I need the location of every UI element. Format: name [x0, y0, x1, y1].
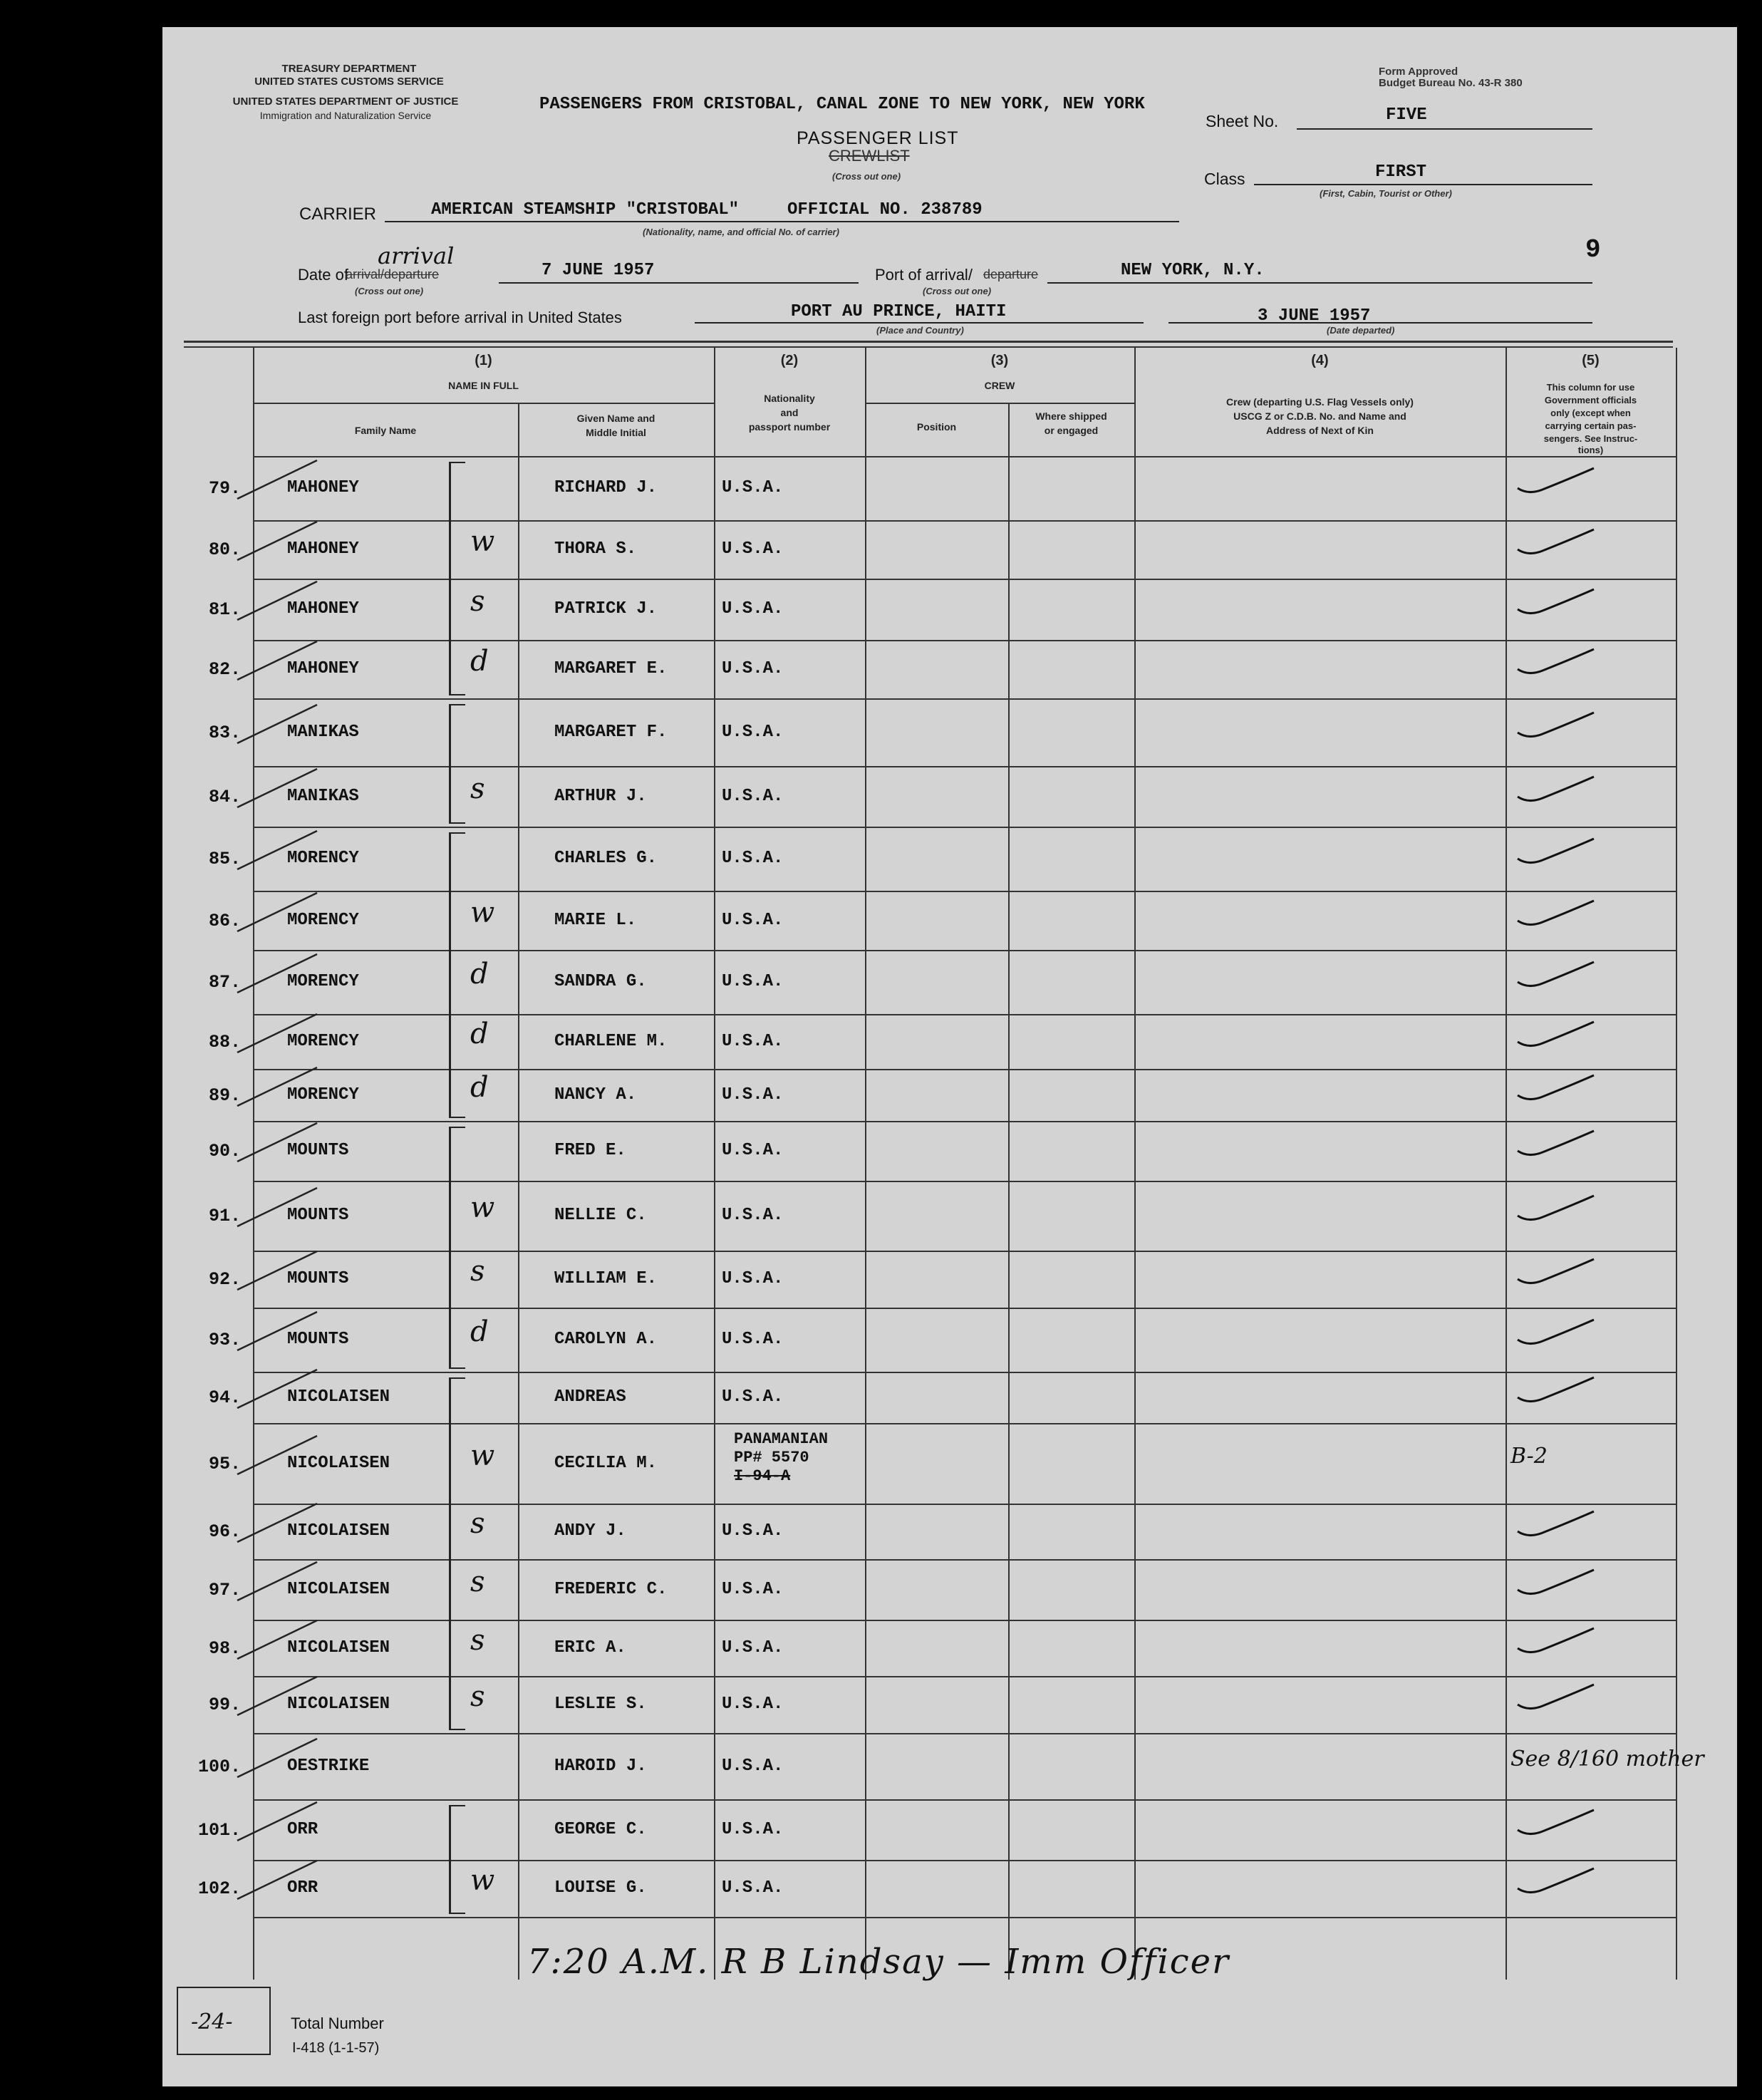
nationality: U.S.A. [722, 1085, 784, 1105]
given-name: NELLIE C. [554, 1206, 647, 1225]
given-name: HAROID J. [554, 1757, 647, 1776]
relationship-mark: s [470, 1255, 485, 1288]
col3-shipped-heading-2: or engaged [1044, 425, 1099, 436]
family-name: ORR [287, 1878, 318, 1898]
check-mark [1514, 1128, 1600, 1164]
nationality: U.S.A. [722, 723, 784, 742]
check-mark [1514, 1625, 1600, 1661]
given-name: SANDRA G. [554, 972, 647, 991]
relationship-mark: s [470, 585, 485, 618]
given-name: RICHARD J. [554, 478, 658, 497]
nationality: U.S.A. [722, 1269, 784, 1288]
family-name: NICOLAISEN [287, 1638, 390, 1657]
row-tally-stroke [232, 700, 324, 750]
col1-title: NAME IN FULL [448, 380, 519, 391]
family-name: MORENCY [287, 972, 359, 991]
row-number: 92. [208, 1269, 241, 1290]
nationality: U.S.A. [722, 911, 784, 930]
class-value: FIRST [1375, 162, 1427, 182]
given-name: LESLIE S. [554, 1695, 647, 1714]
port-note: (Cross out one) [923, 286, 992, 296]
form-approval-1: Form Approved [1379, 66, 1458, 78]
nationality: U.S.A. [722, 1580, 784, 1599]
form-approval-2: Budget Bureau No. 43-R 380 [1379, 77, 1523, 89]
family-name: ORR [287, 1820, 318, 1839]
row-tally-stroke [232, 1063, 324, 1113]
family-name: MOUNTS [287, 1269, 349, 1288]
row-number: 98. [208, 1638, 241, 1659]
visa-form: I-94-A [734, 1467, 791, 1485]
row-number: 90. [208, 1141, 241, 1162]
nationality: U.S.A. [722, 1141, 784, 1160]
col1-given-heading-1: Given Name and [576, 413, 655, 424]
check-mark [1514, 1509, 1600, 1544]
agency-line-1: TREASURY DEPARTMENT [281, 63, 417, 75]
nationality: U.S.A. [722, 539, 784, 559]
row-number: 88. [208, 1032, 241, 1052]
row-divider [253, 1676, 1676, 1677]
row-divider [253, 1504, 1676, 1505]
relationship-mark: d [470, 1315, 489, 1348]
row-number: 82. [208, 659, 241, 680]
col3-title: CREW [984, 380, 1015, 391]
given-name: THORA S. [554, 539, 637, 559]
col1-given-heading-2: Middle Initial [586, 427, 646, 438]
row-number: 81. [208, 599, 241, 620]
row-divider [253, 827, 1676, 828]
nationality: U.S.A. [722, 1878, 784, 1898]
date-note: (Cross out one) [355, 286, 424, 296]
class-label: Class [1204, 170, 1245, 188]
row-divider [253, 1069, 1676, 1070]
row-tally-stroke [232, 889, 324, 938]
row-tally-stroke [232, 1365, 324, 1415]
date-label-struck: arrival/departure [346, 267, 440, 281]
check-mark [1514, 1193, 1600, 1229]
given-name: NANCY A. [554, 1085, 637, 1105]
row-tally-stroke [232, 1119, 324, 1169]
agency-line-3: UNITED STATES DEPARTMENT OF JUSTICE [232, 95, 459, 108]
check-mark [1514, 465, 1600, 501]
nationality: U.S.A. [722, 1695, 784, 1714]
route-title: PASSENGERS FROM CRISTOBAL, CANAL ZONE TO NEW YORK, NEW YORK [539, 95, 1145, 114]
nationality: U.S.A. [722, 1638, 784, 1657]
row-tally-stroke [232, 1856, 324, 1906]
col5-line-1: This column for use [1546, 382, 1635, 393]
family-name: MORENCY [287, 911, 359, 930]
port-value: NEW YORK, N.Y. [1121, 261, 1265, 280]
row-divider [253, 766, 1676, 767]
relationship-mark: d [470, 645, 489, 678]
row-tally-stroke [232, 950, 324, 1000]
check-mark [1514, 527, 1600, 562]
list-alt-struck: CREWLIST [829, 147, 910, 165]
check-mark [1514, 959, 1600, 995]
row-number: 101. [197, 1820, 241, 1841]
nationality: U.S.A. [722, 599, 784, 619]
col5-line-5: sengers. See Instruc- [1543, 433, 1638, 444]
check-mark [1514, 836, 1600, 871]
given-name: CECILIA M. [554, 1454, 658, 1473]
family-name: MANIKAS [287, 787, 359, 806]
row-number: 85. [208, 849, 241, 869]
given-name: FREDERIC C. [554, 1580, 668, 1599]
agency-line-4: Immigration and Naturalization Service [259, 110, 432, 121]
port-label: Port of arrival/ [875, 266, 973, 284]
relationship-mark: s [470, 1566, 485, 1598]
document-page [162, 27, 1737, 2086]
row-divider [253, 698, 1676, 700]
nationality: U.S.A. [722, 1820, 784, 1839]
official-note: B-2 [1510, 1444, 1548, 1469]
check-mark [1514, 1072, 1600, 1108]
family-group-bracket [449, 1377, 465, 1730]
col3-position-heading: Position [916, 421, 957, 433]
nationality: U.S.A. [722, 1206, 784, 1225]
family-name: MORENCY [287, 1032, 359, 1051]
row-tally-stroke [232, 1010, 324, 1060]
row-tally-stroke [232, 1247, 324, 1297]
nationality: U.S.A. [722, 1032, 784, 1051]
row-number: 95. [208, 1454, 241, 1474]
relationship-mark: w [470, 1439, 495, 1472]
row-divider [253, 1620, 1676, 1621]
row-number: 100. [197, 1757, 241, 1777]
row-divider [253, 1121, 1676, 1122]
given-name: LOUISE G. [554, 1878, 647, 1898]
row-divider [253, 579, 1676, 580]
officer-signature: 7:20 A.M. R B Lindsay — Imm Officer [527, 1942, 1230, 1982]
family-name: MOUNTS [287, 1330, 349, 1349]
row-divider [253, 950, 1676, 951]
date-value: 7 JUNE 1957 [541, 261, 655, 280]
family-name: OESTRIKE [287, 1757, 370, 1776]
nationality: U.S.A. [722, 478, 784, 497]
row-divider [253, 1917, 1676, 1918]
nationality: U.S.A. [722, 1521, 784, 1541]
row-tally-stroke [232, 577, 324, 627]
row-number: 84. [208, 787, 241, 807]
class-note: (First, Cabin, Tourist or Other) [1320, 188, 1452, 199]
relationship-mark: s [470, 1624, 485, 1657]
row-divider [253, 1423, 1676, 1424]
row-divider [253, 1860, 1676, 1861]
col5-line-4: carrying certain pas- [1545, 420, 1637, 431]
nationality: U.S.A. [722, 659, 784, 678]
row-divider [253, 640, 1676, 641]
row-number: 80. [208, 539, 241, 560]
family-name: MOUNTS [287, 1141, 349, 1160]
given-name: WILLIAM E. [554, 1269, 658, 1288]
row-divider [253, 1251, 1676, 1252]
row-number: 86. [208, 911, 241, 931]
col5-number: (5) [1582, 353, 1600, 368]
row-tally-stroke [232, 517, 324, 567]
row-divider [253, 1799, 1676, 1801]
relationship-mark: d [470, 958, 489, 990]
col4-line-1: Crew (departing U.S. Flag Vessels only) [1226, 396, 1414, 408]
list-cross-out-note: (Cross out one) [832, 171, 901, 182]
check-mark [1514, 1682, 1600, 1717]
col2-line-1: Nationality [764, 393, 815, 404]
check-mark [1514, 898, 1600, 933]
row-tally-stroke [232, 1672, 324, 1722]
carrier-value: AMERICAN STEAMSHIP "CRISTOBAL" [431, 200, 740, 219]
family-name: MAHONEY [287, 478, 359, 497]
check-mark [1514, 1567, 1600, 1603]
last-port-label: Last foreign port before arrival in United States [298, 309, 622, 326]
check-mark [1514, 1256, 1600, 1292]
given-name: CHARLES G. [554, 849, 658, 868]
family-name: MANIKAS [287, 723, 359, 742]
col2-line-2: and [780, 407, 799, 418]
sheet-value: FIVE [1386, 105, 1427, 125]
row-number: 79. [208, 478, 241, 499]
row-number: 94. [208, 1387, 241, 1408]
row-tally-stroke [232, 1184, 324, 1233]
row-tally-stroke [232, 765, 324, 814]
check-mark [1514, 710, 1600, 745]
relationship-mark: s [470, 1507, 485, 1540]
relationship-mark: s [470, 772, 485, 805]
list-title: PASSENGER LIST [797, 128, 959, 148]
form-number: I-418 (1-1-57) [292, 2040, 380, 2056]
passport-number: PP# 5570 [734, 1449, 809, 1467]
check-mark [1514, 1317, 1600, 1352]
row-number: 89. [208, 1085, 241, 1106]
port-label-struck: departure [983, 267, 1039, 281]
given-name: MARIE L. [554, 911, 637, 930]
check-mark [1514, 1375, 1600, 1410]
row-number: 83. [208, 723, 241, 743]
family-group-bracket [449, 832, 465, 1118]
carrier-label: CARRIER [299, 205, 377, 224]
row-divider [253, 1733, 1676, 1734]
row-tally-stroke [232, 1616, 324, 1666]
col3-number: (3) [990, 353, 1009, 368]
given-name: ANDREAS [554, 1387, 626, 1407]
row-tally-stroke [232, 1499, 324, 1549]
family-name: NICOLAISEN [287, 1387, 390, 1407]
check-mark [1514, 586, 1600, 622]
sheet-label: Sheet No. [1206, 112, 1279, 130]
row-number: 97. [208, 1580, 241, 1600]
row-number: 91. [208, 1206, 241, 1226]
row-divider [253, 1559, 1676, 1561]
family-name: MOUNTS [287, 1206, 349, 1225]
family-name: MAHONEY [287, 659, 359, 678]
col3-shipped-heading-1: Where shipped [1035, 410, 1107, 422]
nationality: U.S.A. [722, 972, 784, 991]
row-divider [253, 891, 1676, 892]
family-name: MORENCY [287, 849, 359, 868]
given-name: FRED E. [554, 1141, 626, 1160]
given-name: MARGARET E. [554, 659, 668, 678]
nationality: U.S.A. [722, 849, 784, 868]
col4-number: (4) [1311, 353, 1329, 368]
relationship-mark: w [470, 1191, 495, 1224]
row-tally-stroke [232, 1308, 324, 1357]
relationship-mark: w [470, 1864, 495, 1897]
family-name: NICOLAISEN [287, 1454, 390, 1473]
agency-line-2: UNITED STATES CUSTOMS SERVICE [254, 76, 444, 88]
relationship-mark: d [470, 1018, 489, 1050]
check-mark [1514, 1019, 1600, 1055]
last-port-note: (Place and Country) [876, 325, 964, 336]
given-name: CAROLYN A. [554, 1330, 658, 1349]
total-label: Total Number [291, 2014, 384, 2032]
relationship-mark: s [470, 1680, 485, 1713]
given-name: GEORGE C. [554, 1820, 647, 1839]
family-group-bracket [449, 704, 465, 824]
col1-number: (1) [475, 353, 492, 368]
total-value-number: 24 [198, 2010, 226, 2034]
relationship-mark: w [470, 896, 495, 929]
check-mark [1514, 1807, 1600, 1843]
col4-line-2: USCG Z or C.D.B. No. and Name and [1233, 410, 1406, 422]
check-mark [1514, 646, 1600, 682]
family-name: MAHONEY [287, 539, 359, 559]
col5-line-6: tions) [1577, 445, 1604, 455]
relationship-mark: w [470, 525, 495, 558]
check-mark [1514, 774, 1600, 810]
date-handwritten-arrival: arrival [378, 242, 455, 269]
family-name: NICOLAISEN [287, 1580, 390, 1599]
given-name: ANDY J. [554, 1521, 626, 1541]
row-tally-stroke [232, 1432, 324, 1481]
nationality: U.S.A. [722, 1330, 784, 1349]
row-divider [253, 1308, 1676, 1309]
row-divider [253, 520, 1676, 522]
row-tally-stroke [232, 1798, 324, 1848]
row-tally-stroke [232, 1558, 324, 1608]
family-name: NICOLAISEN [287, 1521, 390, 1541]
given-name: ARTHUR J. [554, 787, 647, 806]
col5-line-2: Government officials [1544, 395, 1637, 405]
given-name: CHARLENE M. [554, 1032, 668, 1051]
col4-line-3: Address of Next of Kin [1266, 425, 1374, 436]
row-tally-stroke [232, 827, 324, 876]
date-label: Date of [298, 266, 348, 284]
relationship-mark: d [470, 1071, 489, 1104]
carrier-official-no: OFFICIAL NO. 238789 [787, 200, 983, 219]
family-name: MAHONEY [287, 599, 359, 619]
given-name: MARGARET F. [554, 723, 668, 742]
row-number: 93. [208, 1330, 241, 1350]
row-divider [253, 1181, 1676, 1182]
nationality: U.S.A. [722, 1757, 784, 1776]
family-group-bracket [449, 1127, 465, 1369]
family-name: MORENCY [287, 1085, 359, 1105]
check-mark [1514, 1866, 1600, 1901]
row-number: 96. [208, 1521, 241, 1542]
row-number: 102. [197, 1878, 241, 1899]
col5-line-3: only (except when [1550, 408, 1631, 418]
nationality: PANAMANIAN [734, 1430, 829, 1448]
page-number: 9 [1585, 235, 1601, 264]
row-number: 87. [208, 972, 241, 993]
family-group-bracket [449, 1805, 465, 1914]
nationality: U.S.A. [722, 787, 784, 806]
given-name: ERIC A. [554, 1638, 626, 1657]
last-port-value: PORT AU PRINCE, HAITI [791, 302, 1007, 321]
departure-date-value: 3 JUNE 1957 [1258, 306, 1371, 326]
row-divider [253, 1372, 1676, 1373]
family-name: NICOLAISEN [287, 1695, 390, 1714]
row-number: 99. [208, 1695, 241, 1715]
row-tally-stroke [232, 456, 324, 506]
col1-family-heading: Family Name [354, 425, 417, 436]
given-name: PATRICK J. [554, 599, 658, 619]
nationality: U.S.A. [722, 1387, 784, 1407]
row-divider [253, 1014, 1676, 1015]
row-tally-stroke [232, 1734, 324, 1784]
total-value: -24- [191, 2010, 233, 2034]
official-note: See 8/160 mother [1510, 1747, 1704, 1771]
departure-date-note: (Date departed) [1327, 325, 1395, 336]
col2-line-3: passport number [748, 421, 831, 433]
carrier-note: (Nationality, name, and official No. of carrier) [643, 227, 839, 237]
row-tally-stroke [232, 637, 324, 687]
col2-number: (2) [780, 353, 799, 368]
family-group-bracket [449, 462, 465, 695]
